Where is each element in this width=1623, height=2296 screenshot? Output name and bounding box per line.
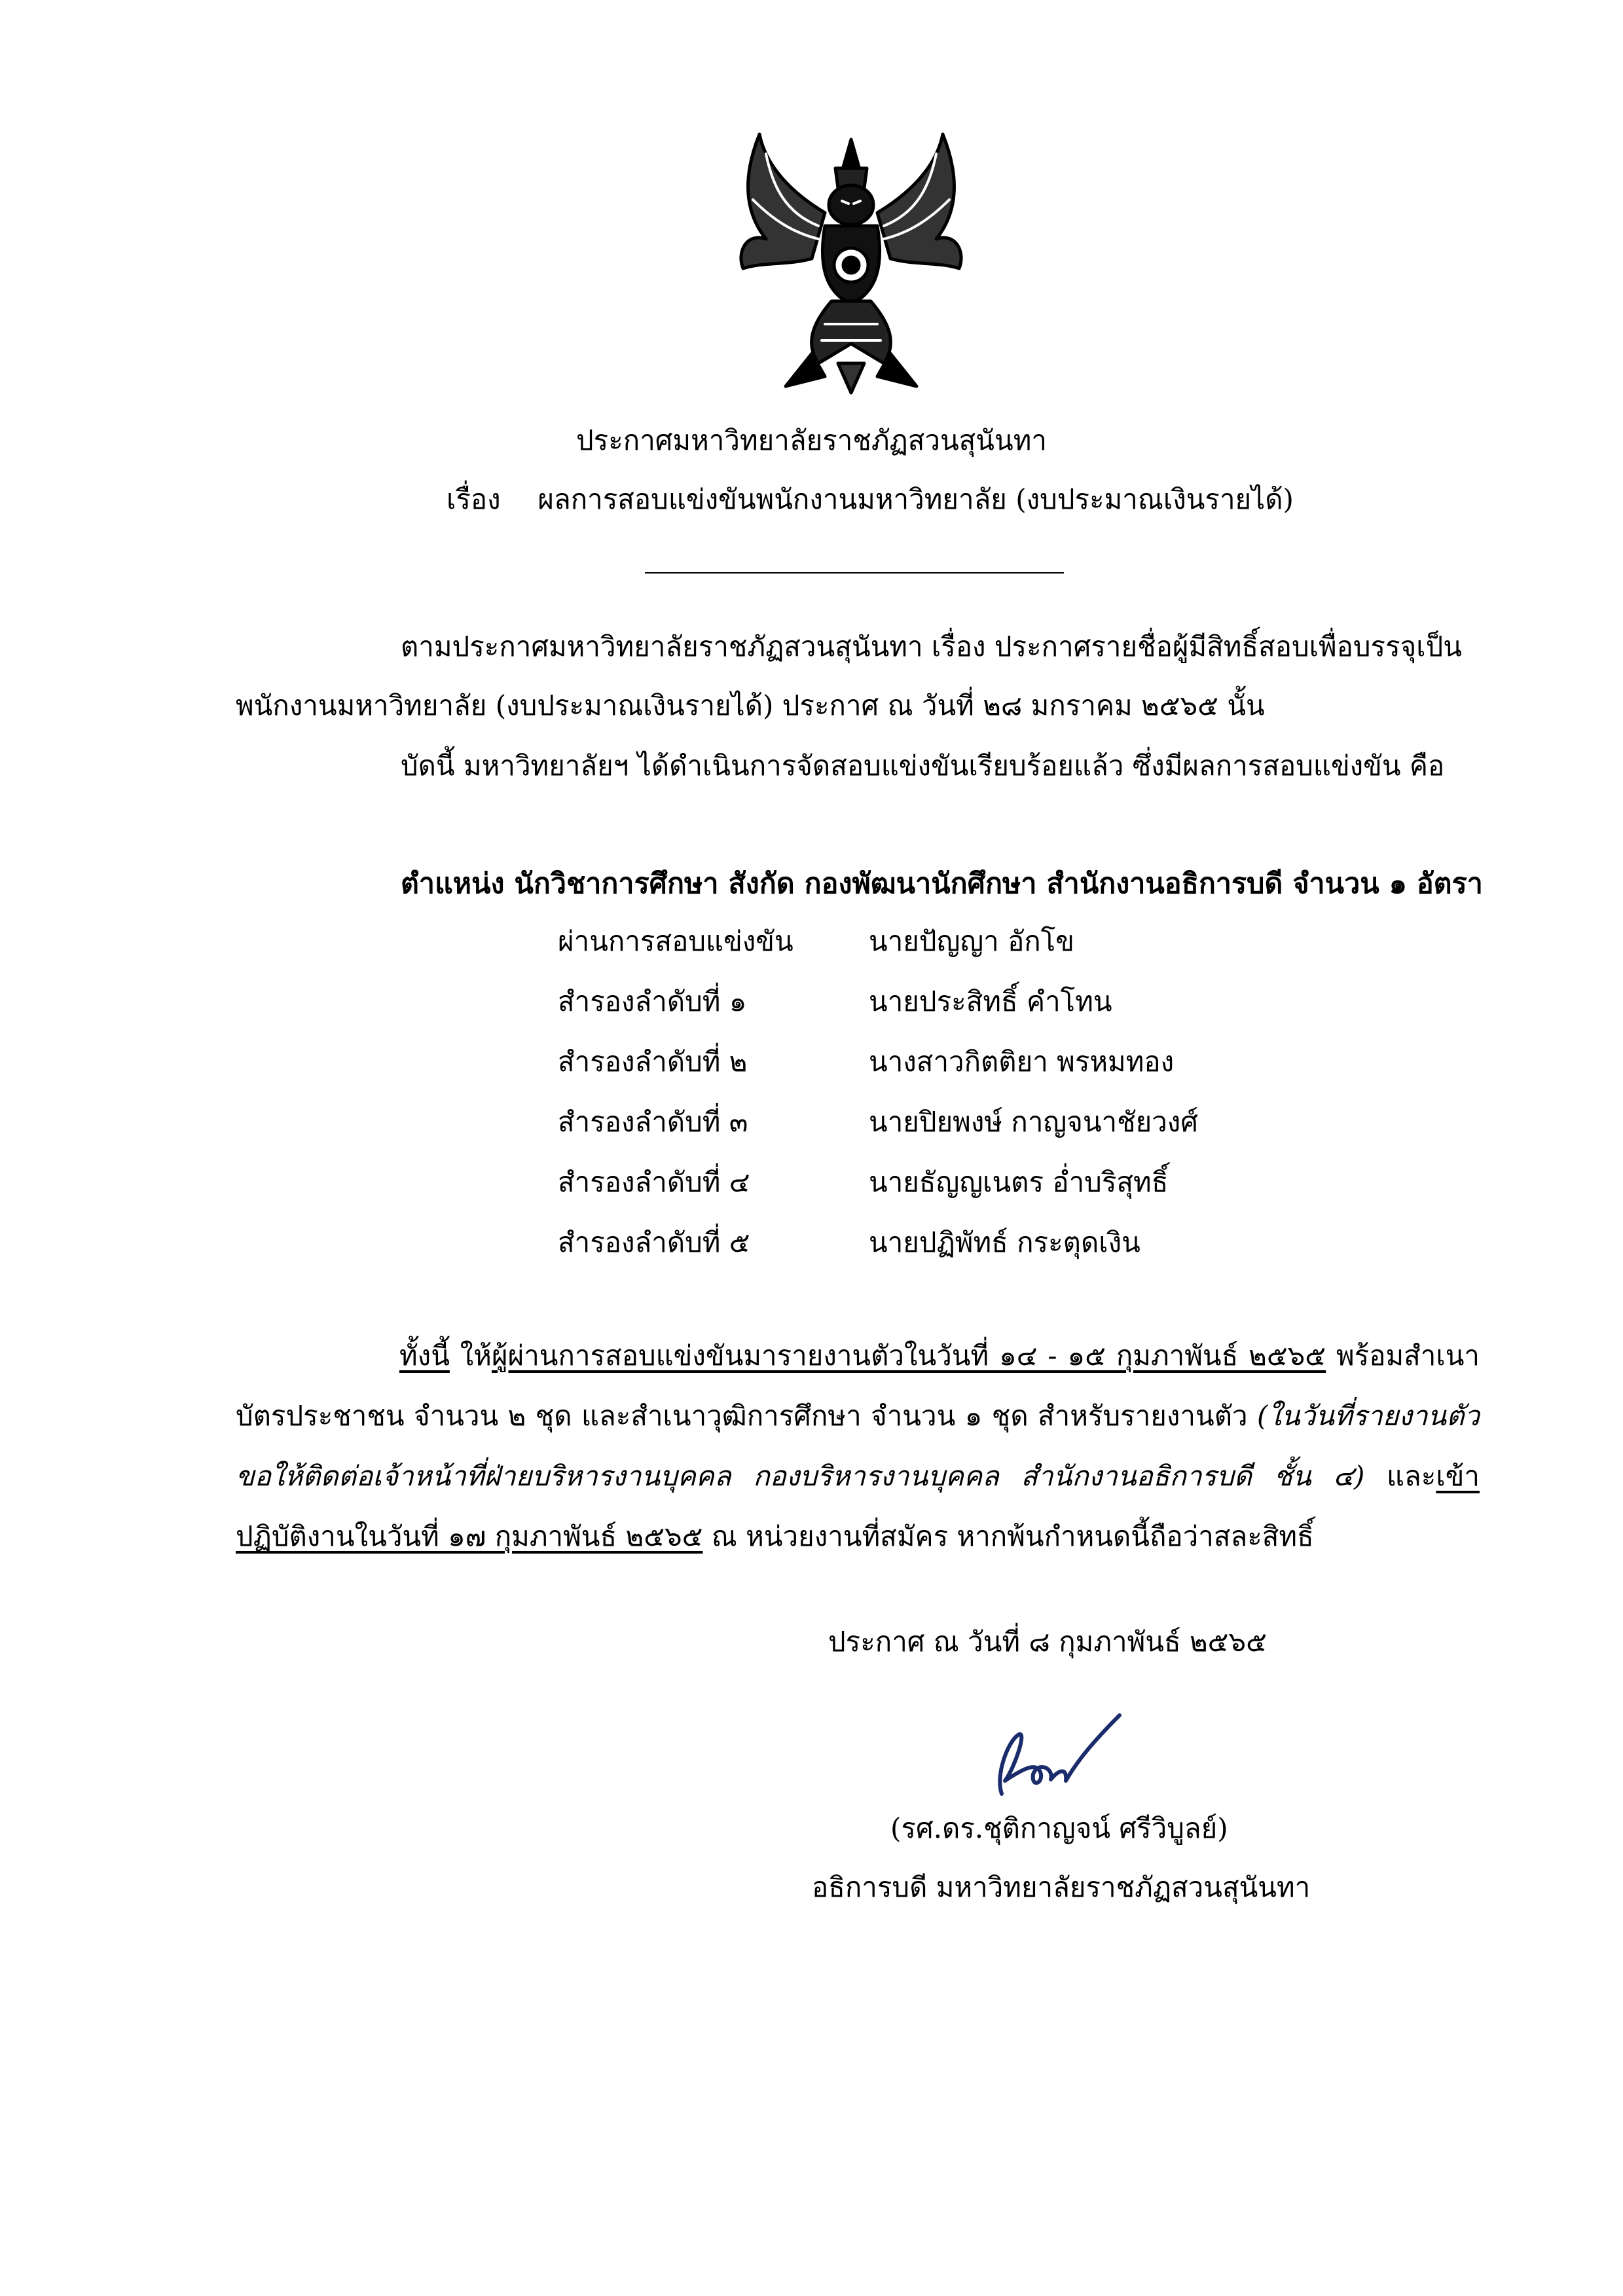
result-name: นายธัญญเนตร อ่ำบริสุทธิ์ [869,1166,1169,1198]
subject-text: ผลการสอบแข่งขันพนักงานมหาวิทยาลัย (งบประมาณเงินรายได้) [538,483,1294,515]
result-rank: สำรองลำดับที่ ๔ [558,1166,750,1198]
result-name: นางสาวกิตติยา พรหมทอง [869,1046,1175,1078]
notice-text: และ [1364,1460,1436,1492]
report-date: ผู้ผ่านการสอบแข่งขันมารายงานตัวในวันที่ ๑๔ - ๑๕ กุมภาพันธ์ ๒๕๖๕ [492,1339,1326,1372]
paragraph-2: บัดนี้ มหาวิทยาลัยฯ ได้ดำเนินการจัดสอบแข่งขันเรียบร้อยแล้ว ซึ่งมีผลการสอบแข่งขัน คือ [401,750,1445,782]
position-title: ตำแหน่ง นักวิชาการศึกษา สังกัด กองพัฒนานักศึกษา สำนักงานอธิการบดี จำนวน ๑ อัตรา [401,867,1483,900]
garuda-emblem-icon [727,128,976,396]
result-name: นายปัญญา อักโข [869,925,1074,957]
signature-mark [956,1696,1152,1807]
paragraph-1-line-1: ตามประกาศมหาวิทยาลัยราชภัฏสวนสุนันทา เรื่อง ประกาศรายชื่อผู้มีสิทธิ์สอบเพื่อบรรจุเป็น [401,630,1462,663]
result-name: นายประสิทธิ์ คำโทน [869,985,1112,1017]
result-name: นายปิยพงษ์ กาญจนาชัยวงศ์ [869,1106,1198,1138]
result-rank: สำรองลำดับที่ ๑ [558,985,747,1017]
result-rank: สำรองลำดับที่ ๕ [558,1226,750,1258]
result-rank: สำรองลำดับที่ ๓ [558,1106,748,1138]
notice-text: บัตรประชาชน จำนวน ๒ ชุด และสำเนาวุฒิการศึกษา จำนวน ๑ ชุด สำหรับรายงานตัว [236,1400,1257,1432]
signer-name: (รศ.ดร.ชุติกาญจน์ ศรีวิบูลย์) [890,1812,1228,1844]
subject-label: เรื่อง [447,483,501,515]
result-rank: ผ่านการสอบแข่งขัน [558,925,793,957]
notice-text: พร้อมสำเนา [1326,1339,1480,1372]
result-rank: สำรองลำดับที่ ๒ [558,1046,748,1078]
notice-paragraph [236,1326,1480,1567]
signer-title: อธิการบดี มหาวิทยาลัยราชภัฏสวนสุนันทา [812,1871,1311,1903]
notice-text: ณ หน่วยงานที่สมัคร หากพ้นกำหนดนี้ถือว่าสละสิทธิ์ [702,1520,1314,1552]
notice-lead: ทั้งนี้ [399,1339,450,1372]
announce-date: ประกาศ ณ วันที่ ๘ กุมภาพันธ์ ๒๕๖๕ [828,1626,1267,1658]
result-name: นายปฏิพัทธ์ กระตุดเงิน [869,1226,1140,1258]
start-work-date: เข้าปฏิบัติงานในวันที่ ๑๗ กุมภาพันธ์ ๒๕๖๕ [236,1460,1480,1552]
notice-text: ให้ [449,1339,492,1372]
contact-note: (ในวันที่รายงานตัวขอให้ติดต่อเจ้าหน้าที่ฝ่ายบริหารงานบุคคล กองบริหารงานบุคคล สำนักงานอธิการบดี ชั้น ๔) [236,1400,1480,1492]
subject-line [447,478,1294,521]
paragraph-1-line-2: พนักงานมหาวิทยาลัย (งบประมาณเงินรายได้) ประกาศ ณ วันที่ ๒๘ มกราคม ๒๕๖๕ นั้น [236,689,1265,721]
title-divider [645,572,1064,574]
announcement-title: ประกาศมหาวิทยาลัยราชภัฏสวนสุนันทา [575,424,1047,456]
